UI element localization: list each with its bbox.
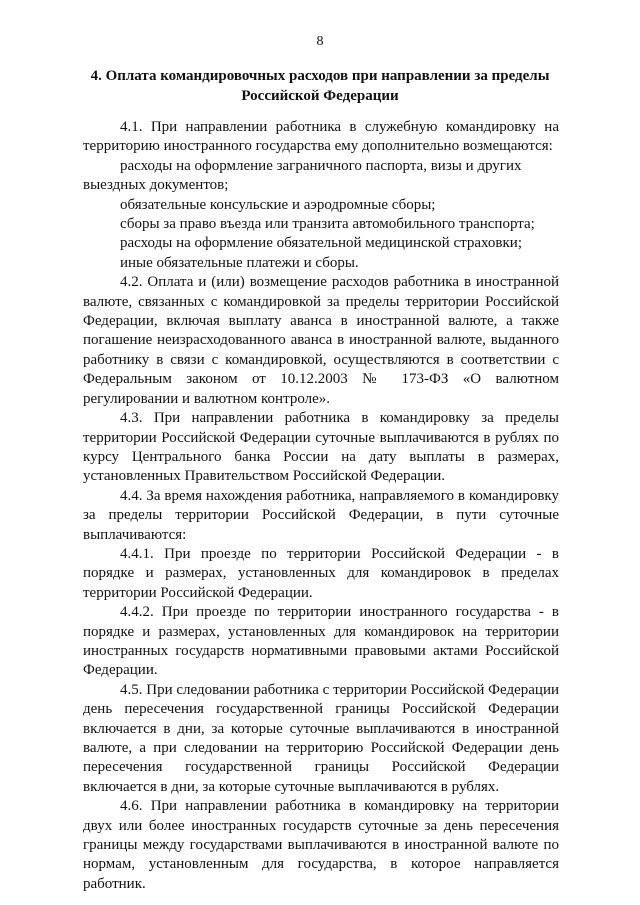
section-heading-line-1: 4. Оплата командировочных расходов при направлении за пределы [90, 68, 550, 84]
paragraph-4-4-1: 4.4.1. При проезде по территории Российской Федерации - в порядке и размерах, установленных для командировок в пределах территории Российской Федерации. [83, 545, 559, 601]
paragraph-4-5: 4.5. При следовании работника с территории Российской Федерации день пересечения государственной границы Российской Федерации включается в дни, за которые суточные выплачиваются в иностранной валюте, а при следовании на территорию Российской Федерации день пересечения государственной границы Российской Федерации включается в дни, за которые суточные выплачиваются в рублях. [83, 681, 559, 795]
list-item: иные обязательные платежи и сборы. [120, 254, 359, 271]
list-item: обязательные консульские и аэродромные сборы; [120, 196, 436, 213]
list-item: расходы на оформление заграничного паспорта, визы и других выездных документов; [83, 157, 522, 194]
paragraph-4-4: 4.4. За время нахождения работника, направляемого в командировку за пределы территории Российской Федерации, в пути суточные выплачиваются: [83, 487, 559, 543]
paragraph-4-2: 4.2. Оплата и (или) возмещение расходов работника в иностранной валюте, связанных с командировкой за пределы территории Российской Федерации, включая выплату аванса в иностранной валюте, а также погашение неизрасходованного аванса в иностранной валюте, выданного работнику в связи с командировкой, осуществляются в соответствии с Федеральным законом от 10.12.2003 № 173-ФЗ «О валютном регулировании и валютном контроле». [83, 274, 559, 407]
paragraph-4-3: 4.3. При направлении работника в командировку за пределы территории Российской Федерации суточные выплачиваются в рублях по курсу Центрального банка России на дату выплаты в размерах, установленных Правительством Российской Федерации. [83, 410, 559, 485]
section-heading-line-2: Российской Федерации [241, 88, 399, 104]
paragraph-4-4-2: 4.4.2. При проезде по территории иностранного государства - в порядке и размерах, установленных для командировок на территории иностранных государств нормативными правовыми актами Российской Федерации. [83, 604, 559, 679]
section-body [83, 118, 559, 894]
list-item: расходы на оформление обязательной медицинской страховки; [120, 235, 522, 252]
paragraph-4-6: 4.6. При направлении работника в командировку на территории двух или более иностранных государств суточные за день пересечения границы между государствами выплачиваются в иностранной валюте по нормам, установленным для государства, в которое направляется работник. [83, 798, 559, 892]
paragraph-4-1: 4.1. При направлении работника в служебную командировку на территорию иностранного государства ему дополнительно возмещаются: [83, 119, 559, 155]
page-number: 8 [316, 34, 324, 49]
section-heading [80, 66, 560, 106]
list-item: сборы за право въезда или транзита автомобильного транспорта; [120, 216, 535, 233]
